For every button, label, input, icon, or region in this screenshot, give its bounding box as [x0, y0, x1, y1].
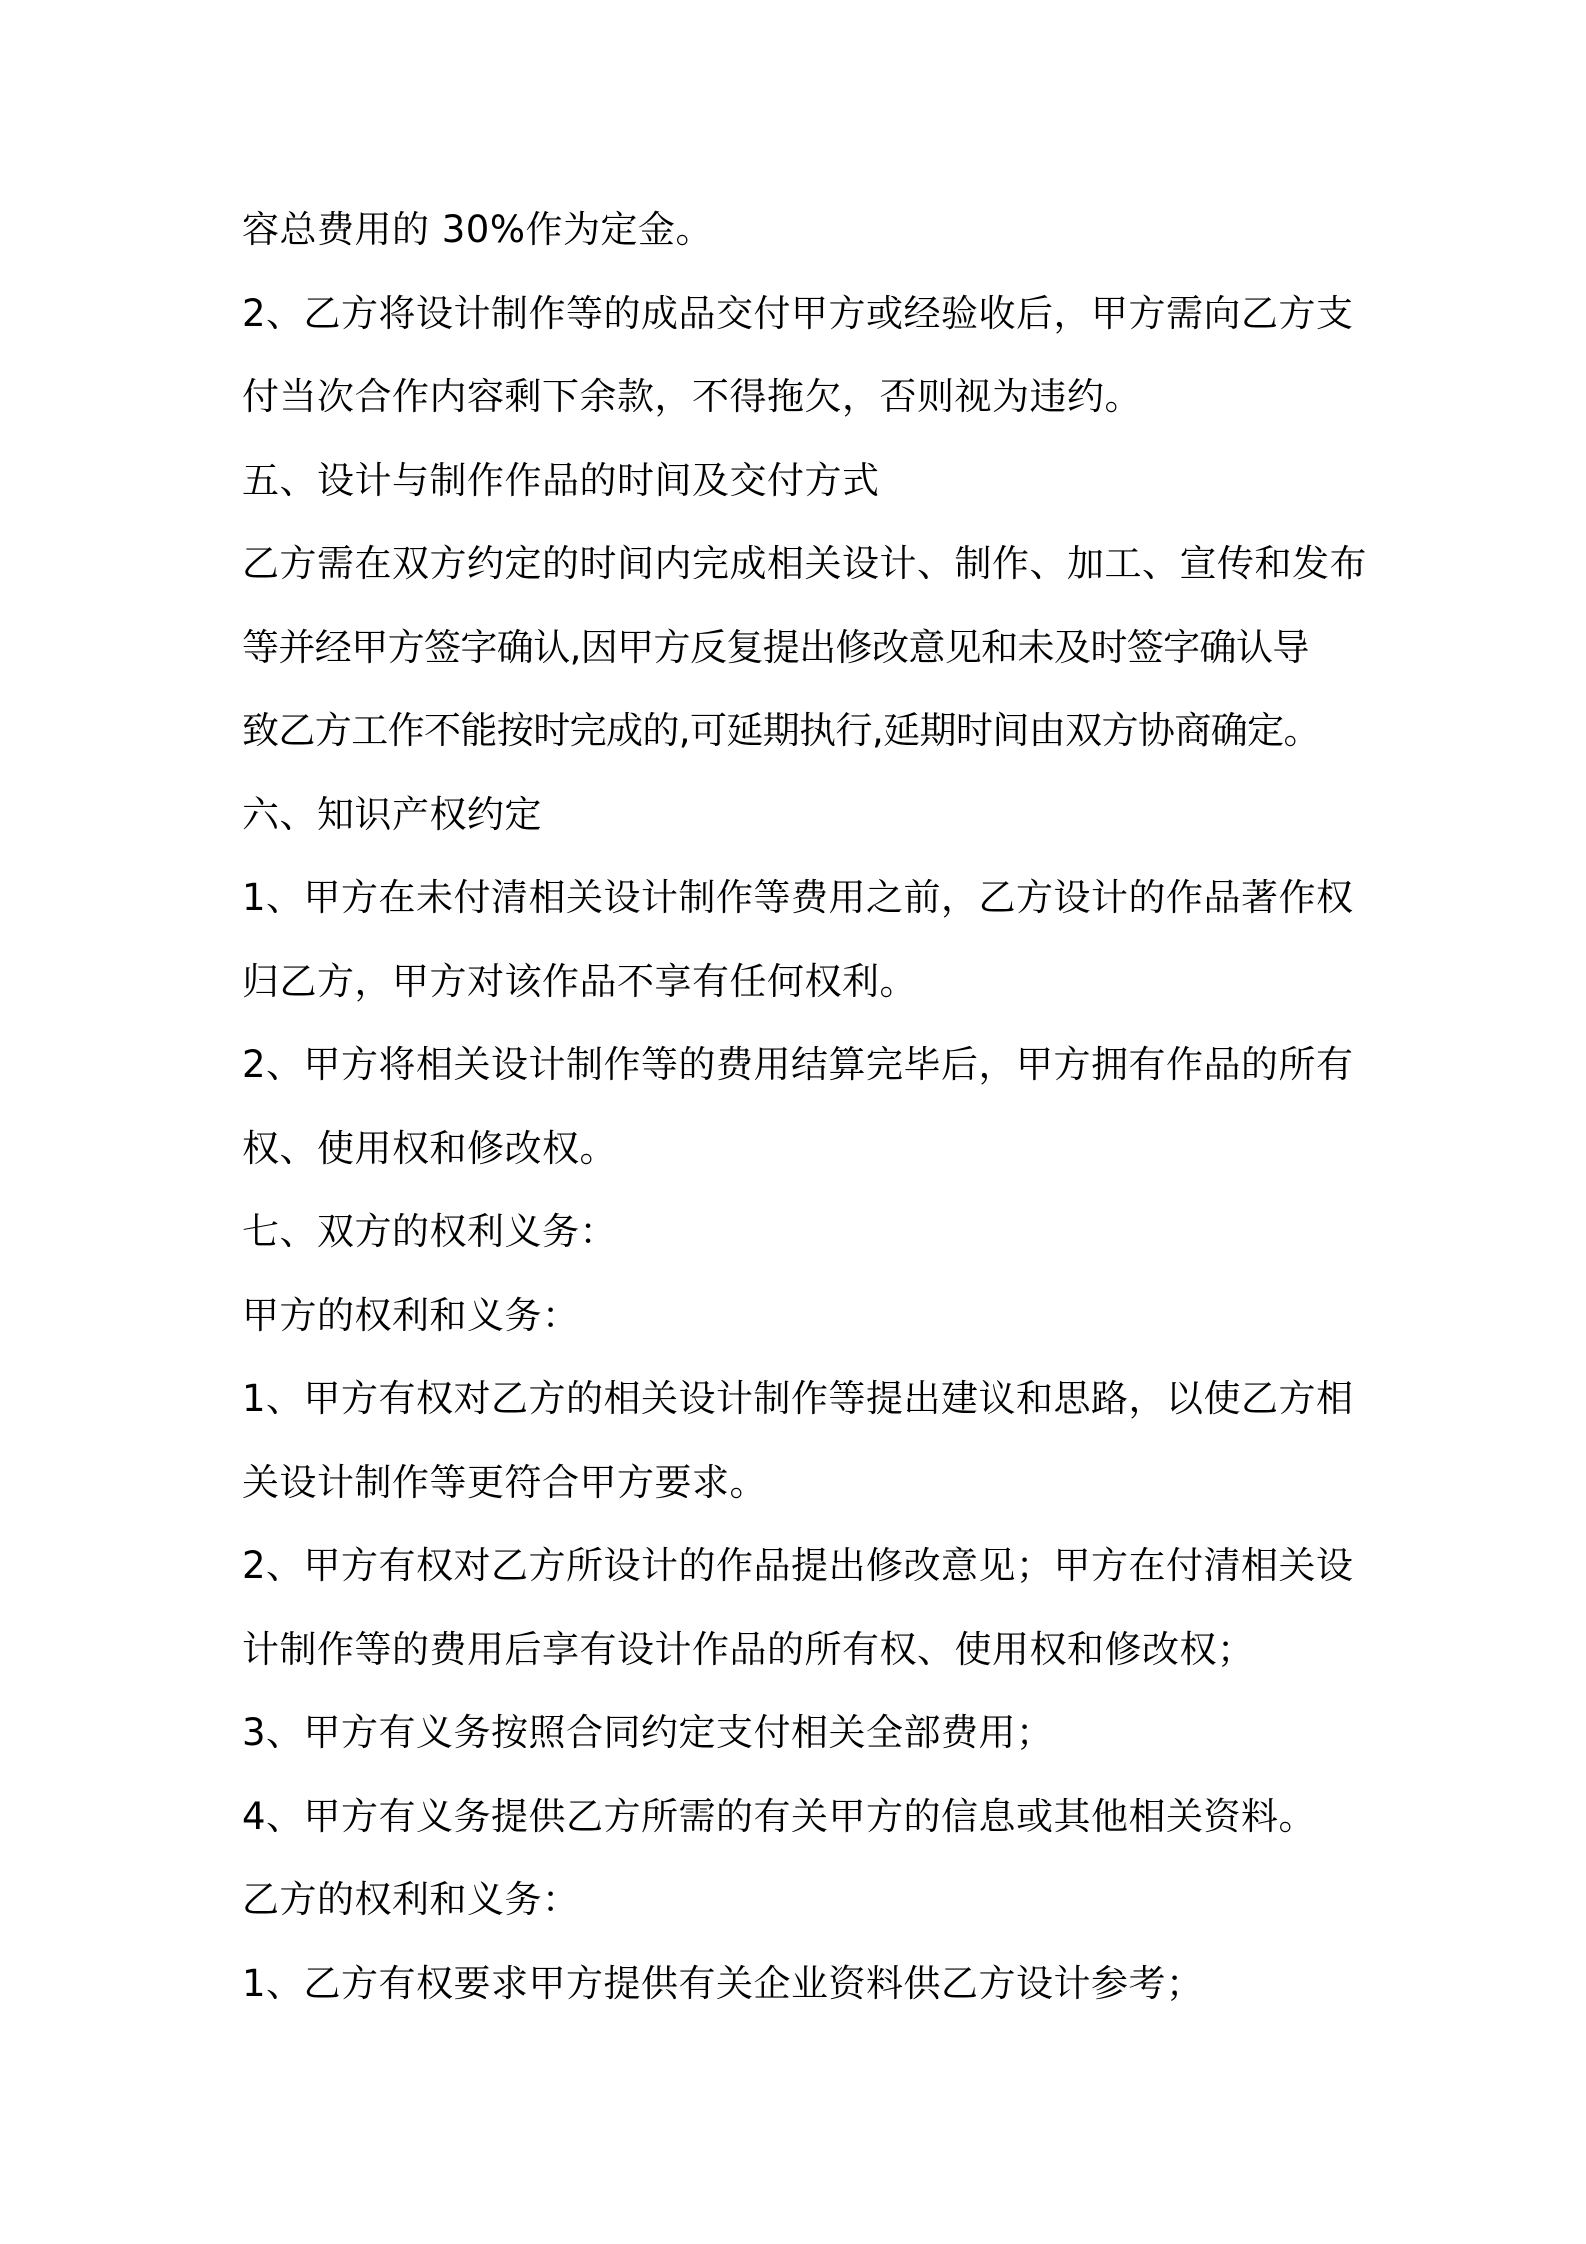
text-line: 归乙方，甲方对该作品不享有任何权利。 [242, 960, 917, 1003]
text-line: 1、甲方在未付清相关设计制作等费用之前，乙方设计的作品著作权 [242, 876, 1354, 919]
subsection-heading: 乙方的权利和义务： [242, 1878, 580, 1921]
text-line: 关设计制作等更符合甲方要求。 [242, 1461, 767, 1504]
section-heading: 七、双方的权利义务： [242, 1210, 617, 1253]
text-line: 权、使用权和修改权。 [242, 1127, 617, 1170]
text-line: 1、甲方有权对乙方的相关设计制作等提出建议和思路，以使乙方相 [242, 1377, 1354, 1420]
text-line: 3、甲方有义务按照合同约定支付相关全部费用； [242, 1711, 1054, 1754]
text-line: 2、甲方有权对乙方所设计的作品提出修改意见；甲方在付清相关设 [242, 1544, 1354, 1587]
section-heading: 五、设计与制作作品的时间及交付方式 [242, 459, 880, 502]
text-line: 计制作等的费用后享有设计作品的所有权、使用权和修改权； [242, 1628, 1255, 1671]
text-line: 容总费用的 30%作为定金。 [242, 208, 713, 251]
text-line: 付当次合作内容剩下余款，不得拖欠，否则视为违约。 [242, 375, 1142, 418]
text-line: 致乙方工作不能按时完成的,可延期执行,延期时间由双方协商确定。 [242, 709, 1320, 752]
subsection-heading: 甲方的权利和义务： [242, 1294, 580, 1337]
text-line: 2、甲方将相关设计制作等的费用结算完毕后，甲方拥有作品的所有 [242, 1043, 1354, 1086]
text-line: 2、乙方将设计制作等的成品交付甲方或经验收后，甲方需向乙方支 [242, 292, 1354, 335]
text-line: 乙方需在双方约定的时间内完成相关设计、制作、加工、宣传和发布 [242, 542, 1367, 585]
text-line: 4、甲方有义务提供乙方所需的有关甲方的信息或其他相关资料。 [242, 1795, 1317, 1838]
text-line: 1、乙方有权要求甲方提供有关企业资料供乙方设计参考； [242, 1962, 1204, 2005]
text-line: 等并经甲方签字确认,因甲方反复提出修改意见和未及时签字确认导 [242, 626, 1309, 669]
section-heading: 六、知识产权约定 [242, 793, 542, 836]
